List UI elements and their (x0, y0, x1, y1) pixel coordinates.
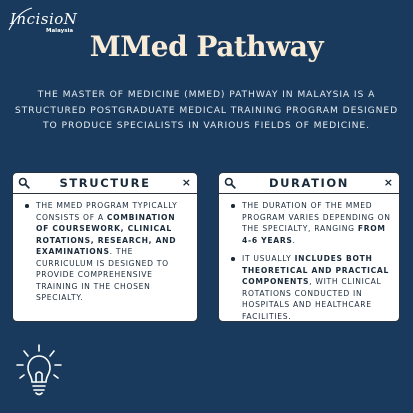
intro-paragraph: THE MASTER OF MEDICINE (MMED) PATHWAY IN MALAYSIA IS A STRUCTURED POSTGRADUATE MEDICAL TRAINING PROGRAM DESIGNED TO PRODUCE SPECIALISTS IN VARIOUS FIELDS OF MEDICINE. (14, 89, 399, 131)
bullet-text: THE MMED PROGRAM TYPICALLY CONSISTS OF A (36, 201, 178, 222)
structure-search-bar (13, 173, 197, 194)
duration-title: DURATION (268, 176, 350, 190)
structure-title: STRUCTURE (59, 176, 151, 190)
duration-search-bar (219, 173, 399, 194)
list-item (231, 253, 393, 322)
logo-wordmark: IncisioN (10, 10, 78, 28)
page-title: MMed Pathway (89, 30, 324, 63)
lightbulb-icon (14, 344, 64, 396)
structure-card (12, 172, 198, 322)
logo-subtitle: Malaysia (46, 28, 74, 34)
bullet-bold-text: INCLUDES BOTH THEORETICAL AND PRACTICAL COMPONENTS (242, 254, 389, 286)
structure-bullets (25, 200, 191, 311)
close-icon[interactable]: × (181, 176, 191, 189)
bullet-text: . THE CURRICULUM IS DESIGNED TO PROVIDE COMPREHENSIVE TRAINING IN THE CHOSEN SPECIALTY. (36, 247, 169, 302)
bullet-bold-text: COMBINATION OF COURSEWORK, CLINICAL ROTATIONS, RESEARCH, AND EXAMINATIONS (36, 212, 177, 256)
close-icon[interactable]: × (383, 176, 393, 189)
bullet-text: IT USUALLY (242, 254, 295, 263)
list-item (25, 200, 191, 304)
duration-bullets (231, 200, 393, 329)
bullet-text: . (292, 235, 296, 245)
duration-card (218, 172, 400, 322)
bullet-bold-text: FROM 4-6 YEARS (242, 224, 386, 245)
bullet-text: , WITH CLINICAL ROTATIONS CONDUCTED IN HOSPITALS AND HEALTHCARE FACILITIES. (242, 277, 382, 321)
list-item (231, 200, 393, 246)
bullet-text: THE DURATION OF THE MMED PROGRAM VARIES DEPENDING ON THE SPECIALTY, RANGING (242, 201, 391, 233)
